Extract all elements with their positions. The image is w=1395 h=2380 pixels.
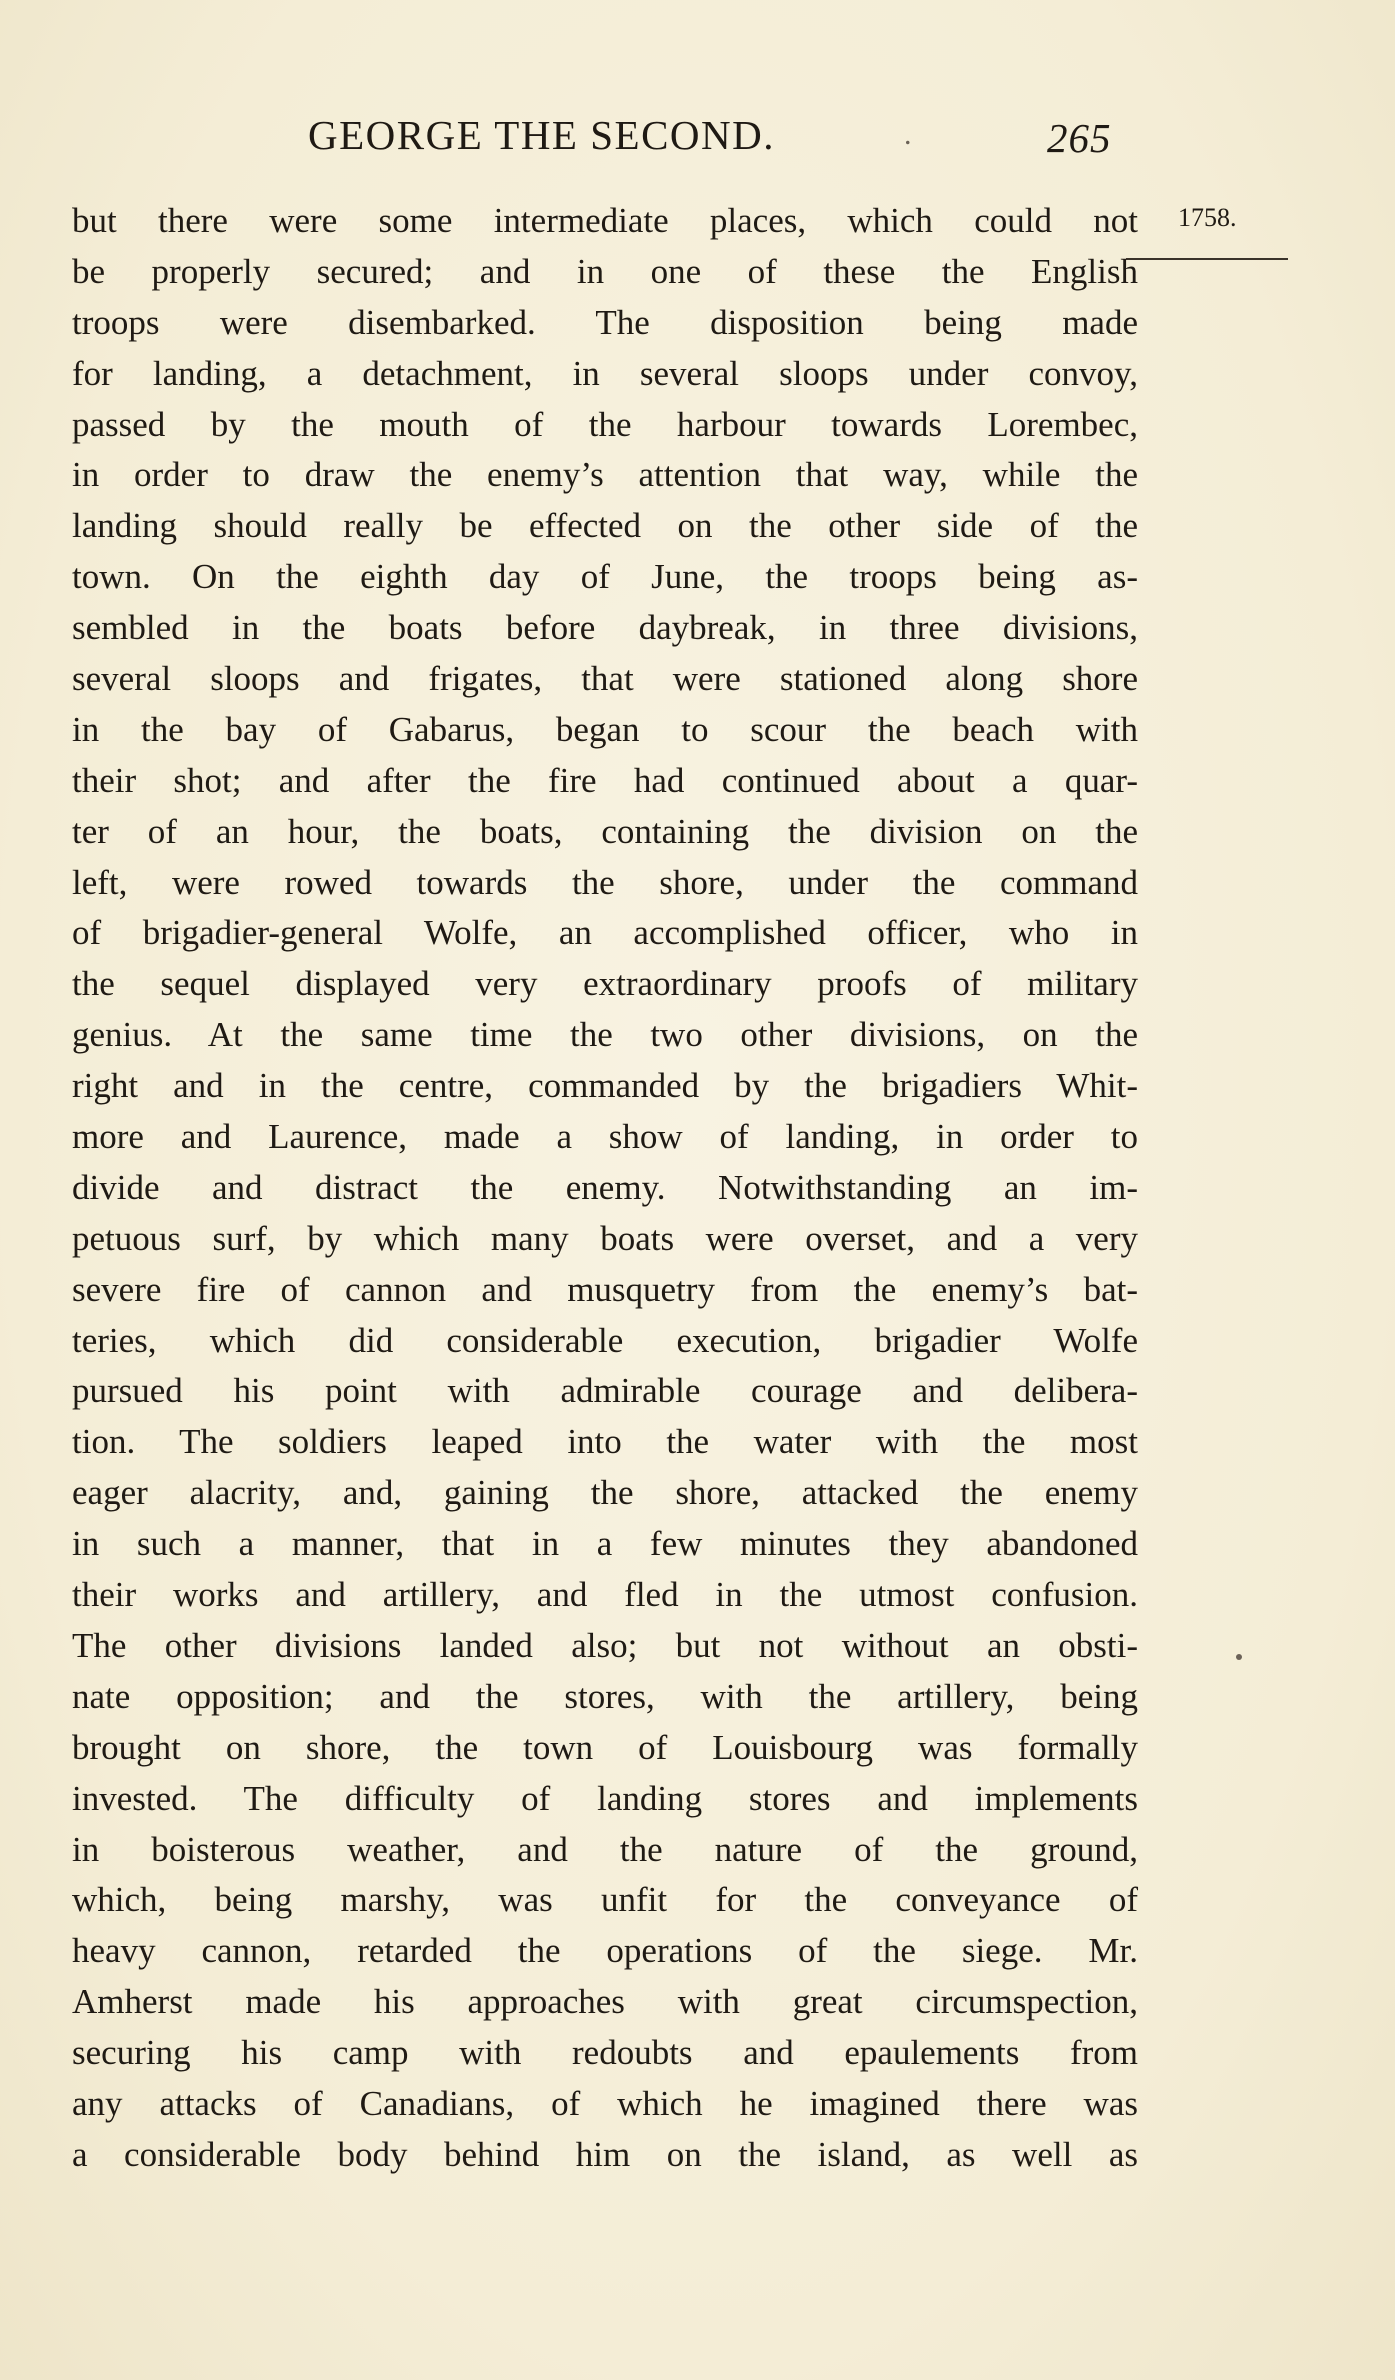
text-line: eager alacrity, and, gaining the shore, attacked the enemy xyxy=(72,1473,1138,1513)
text-line: teries, which did considerable execution, brigadier Wolfe xyxy=(72,1320,1138,1360)
text-line: in boisterous weather, and the nature of the ground, xyxy=(72,1829,1138,1869)
text-line: town. On the eighth day of June, the troops being as- xyxy=(72,557,1138,597)
text-line: in such a manner, that in a few minutes they abandoned xyxy=(72,1524,1138,1564)
marginal-year: 1758. xyxy=(1178,203,1237,232)
text-line: sembled in the boats before daybreak, in three divisions, xyxy=(72,608,1138,648)
text-line: in the bay of Gabarus, began to scour the beach with xyxy=(72,709,1138,749)
ink-speck xyxy=(1236,1654,1242,1660)
text-line: heavy cannon, retarded the operations of the siege. Mr. xyxy=(72,1931,1138,1971)
text-line: for landing, a detachment, in several sloops under convoy, xyxy=(72,353,1138,393)
text-line: but there were some intermediate places, which could not xyxy=(72,201,1138,240)
text-line: passed by the mouth of the harbour towards Lorembec, xyxy=(72,404,1138,444)
text-line: ter of an hour, the boats, containing the division on the xyxy=(72,811,1138,851)
text-line: be properly secured; and in one of these the English xyxy=(72,251,1138,291)
text-line: several sloops and frigates, that were stationed along shore xyxy=(72,659,1138,699)
text-line: Amherst made his approaches with great circumspection, xyxy=(72,1982,1138,2022)
text-line: tion. The soldiers leaped into the water with the most xyxy=(72,1422,1138,1462)
running-title: GEORGE THE SECOND. xyxy=(308,112,775,158)
text-line: which, being marshy, was unfit for the conveyance of xyxy=(72,1880,1138,1920)
text-line: the sequel displayed very extraordinary proofs of military xyxy=(72,964,1138,1004)
text-line: The other divisions landed also; but not without an obsti- xyxy=(72,1625,1138,1665)
text-line: severe fire of cannon and musquetry from the enemy’s bat- xyxy=(72,1269,1138,1309)
text-line: landing should really be effected on the other side of the xyxy=(72,506,1138,546)
text-line: nate opposition; and the stores, with the artillery, being xyxy=(72,1676,1138,1716)
text-line: left, were rowed towards the shore, under the command xyxy=(72,862,1138,902)
text-line: a considerable body behind him on the island, as well as xyxy=(72,2134,1138,2174)
text-line: pursued his point with admirable courage and delibera- xyxy=(72,1371,1138,1411)
text-line: of brigadier-general Wolfe, an accomplished officer, who in xyxy=(72,913,1138,953)
header-separator-dot: . xyxy=(904,118,912,151)
text-line: their shot; and after the fire had continued about a quar- xyxy=(72,760,1138,800)
body-text xyxy=(72,196,1138,2181)
marginal-rule xyxy=(1126,258,1288,260)
page-number: 265 xyxy=(1047,115,1112,161)
text-line: invested. The difficulty of landing stores and implements xyxy=(72,1778,1138,1818)
text-line: more and Laurence, made a show of landing, in order to xyxy=(72,1117,1138,1157)
text-line: in order to draw the enemy’s attention that way, while the xyxy=(72,455,1138,495)
text-line: petuous surf, by which many boats were overset, and a very xyxy=(72,1218,1138,1258)
text-line: brought on shore, the town of Louisbourg was formally xyxy=(72,1727,1138,1767)
text-line: genius. At the same time the two other divisions, on the xyxy=(72,1015,1138,1055)
text-line: securing his camp with redoubts and epaulements from xyxy=(72,2033,1138,2073)
text-line: right and in the centre, commanded by the brigadiers Whit- xyxy=(72,1066,1138,1106)
text-line: their works and artillery, and fled in the utmost confusion. xyxy=(72,1575,1138,1615)
text-line: troops were disembarked. The disposition being made xyxy=(72,302,1138,342)
text-line: divide and distract the enemy. Notwithstanding an im- xyxy=(72,1167,1138,1207)
text-line: any attacks of Canadians, of which he imagined there was xyxy=(72,2083,1138,2123)
